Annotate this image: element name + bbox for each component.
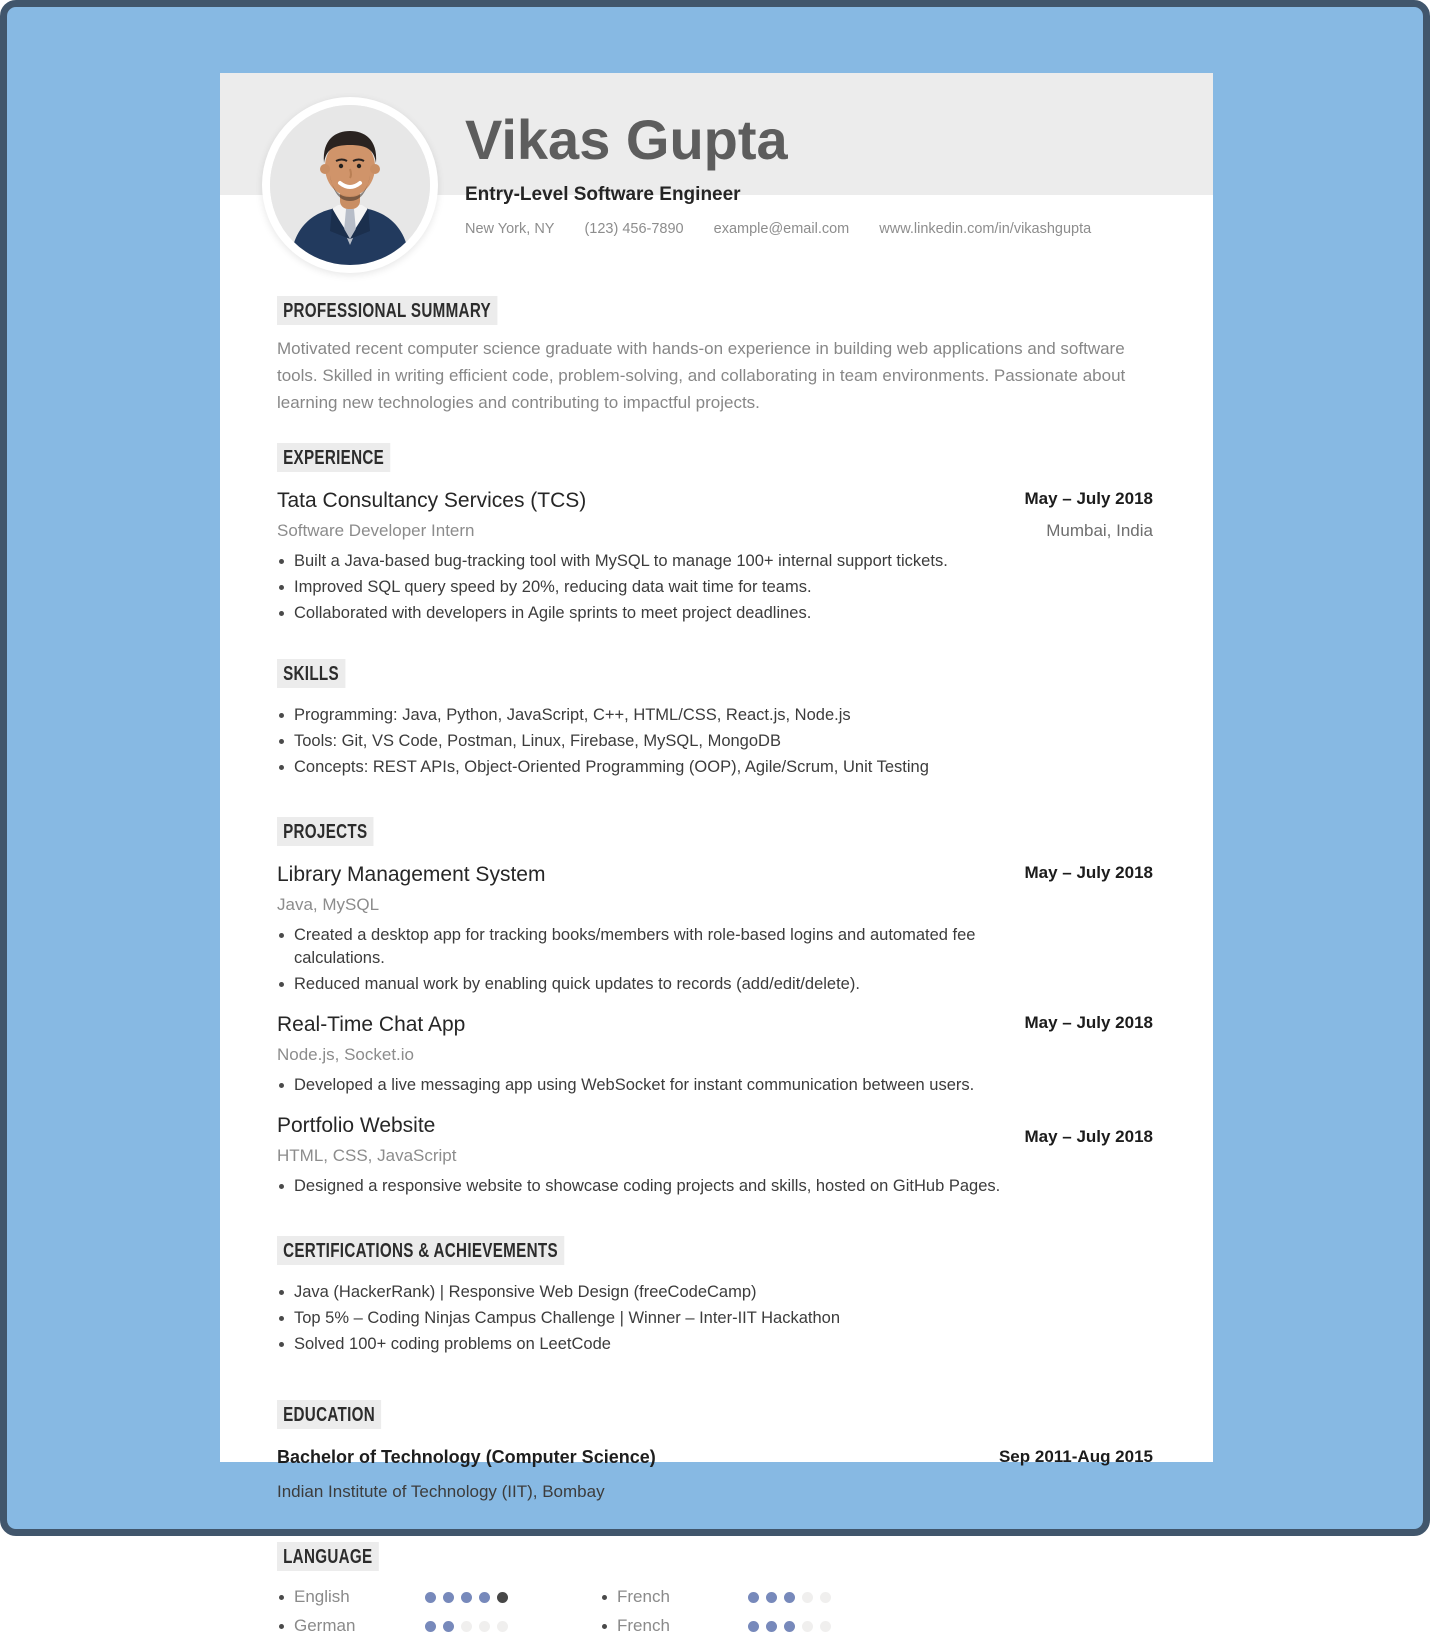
section-education: [277, 1400, 1153, 1502]
experience-entry: [277, 489, 1153, 625]
language-grid: [277, 1587, 1153, 1636]
role-title: Software Developer Intern: [277, 521, 475, 540]
language-item: [600, 1587, 1153, 1607]
job-title: Entry-Level Software Engineer: [465, 183, 741, 205]
location: Mumbai, India: [1046, 521, 1153, 540]
bullet-item: Solved 100+ coding problems on LeetCode: [277, 1333, 1039, 1356]
contact-phone: (123) 456-7890: [584, 220, 684, 237]
section-heading-experience: EXPERIENCE: [277, 443, 390, 472]
language-level-dots: [748, 1621, 1153, 1632]
section-heading-education: EDUCATION: [277, 1400, 381, 1429]
bullet-item: Developed a live messaging app using WebSocket for instant communication between users.: [277, 1074, 1039, 1097]
bullet-item: Designed a responsive website to showcase coding projects and skills, hosted on GitHub Pages.: [277, 1175, 1039, 1198]
bullet-item: Reduced manual work by enabling quick updates to records (add/edit/delete).: [277, 973, 1039, 996]
language-name: German: [277, 1616, 425, 1636]
level-dot: [425, 1621, 436, 1632]
bullet-item: Improved SQL query speed by 20%, reducing data wait time for teams.: [277, 576, 1039, 599]
section-certifications: [277, 1236, 1153, 1356]
date-range: May – July 2018: [1024, 1127, 1153, 1146]
bullet-item: Collaborated with developers in Agile sprints to meet project deadlines.: [277, 602, 1039, 625]
section-skills: [277, 659, 1153, 779]
project-stack: Java, MySQL: [277, 895, 380, 914]
profile-photo-illustration: [270, 105, 430, 265]
degree-title: Bachelor of Technology (Computer Science): [277, 1447, 656, 1467]
project-name: Portfolio Website: [277, 1114, 436, 1137]
bullet-item: Created a desktop app for tracking books/members with role-based logins and automated fee calculations.: [277, 924, 1039, 970]
level-dot: [766, 1592, 777, 1603]
language-item: [600, 1616, 1153, 1636]
language-item: [277, 1616, 600, 1636]
date-range: May – July 2018: [1024, 489, 1153, 508]
level-dot: [479, 1592, 490, 1603]
level-dot: [748, 1621, 759, 1632]
bullet-item: Programming: Java, Python, JavaScript, C++, HTML/CSS, React.js, Node.js: [277, 704, 1039, 727]
language-name: French: [600, 1616, 748, 1636]
skills-list: [277, 704, 1039, 779]
level-dot: [443, 1621, 454, 1632]
level-dot: [766, 1621, 777, 1632]
level-dot: [497, 1592, 508, 1603]
project-bullets: [277, 924, 1039, 996]
language-level-dots: [748, 1592, 1153, 1603]
section-heading-certifications: CERTIFICATIONS & ACHIEVEMENTS: [277, 1236, 564, 1265]
resume-page: [220, 73, 1213, 1635]
school-name: Indian Institute of Technology (IIT), Bombay: [277, 1482, 605, 1501]
language-name: French: [600, 1587, 748, 1607]
level-dot: [802, 1592, 813, 1603]
bullet-item: Concepts: REST APIs, Object-Oriented Programming (OOP), Agile/Scrum, Unit Testing: [277, 756, 1039, 779]
level-dot: [802, 1621, 813, 1632]
resume-body: [277, 296, 1153, 1636]
project-name: Real-Time Chat App: [277, 1013, 466, 1036]
language-name: English: [277, 1587, 425, 1607]
contact-row: [465, 221, 1153, 237]
summary-text: Motivated recent computer science graduate with hands-on experience in building web applications and software tools. Skilled in writing efficient code, problem-solving, and collaborating in team environments. Passionate about learning new technologies and contributing to impactful projects.: [277, 339, 1126, 412]
section-language: [277, 1542, 1153, 1636]
bullet-item: Top 5% – Coding Ninjas Campus Challenge | Winner – Inter-IIT Hackathon: [277, 1307, 1039, 1330]
level-dot: [479, 1621, 490, 1632]
project-stack: HTML, CSS, JavaScript: [277, 1146, 457, 1165]
section-heading-projects: PROJECTS: [277, 817, 374, 846]
bullet-item: Built a Java-based bug-tracking tool with MySQL to manage 100+ internal support tickets.: [277, 550, 1039, 573]
profile-photo: [262, 97, 438, 273]
date-range: May – July 2018: [1024, 863, 1153, 882]
section-projects: [277, 817, 1153, 1198]
company-name: Tata Consultancy Services (TCS): [277, 489, 587, 512]
candidate-name: Vikas Gupta: [465, 108, 788, 171]
section-heading-language: LANGUAGE: [277, 1542, 379, 1571]
level-dot: [784, 1621, 795, 1632]
level-dot: [497, 1621, 508, 1632]
level-dot: [784, 1592, 795, 1603]
section-summary: [277, 296, 1153, 416]
level-dot: [820, 1621, 831, 1632]
project-name: Library Management System: [277, 863, 546, 886]
bullet-item: Java (HackerRank) | Responsive Web Design (freeCodeCamp): [277, 1281, 1039, 1304]
level-dot: [443, 1592, 454, 1603]
level-dot: [461, 1621, 472, 1632]
bullet-item: Tools: Git, VS Code, Postman, Linux, Firebase, MySQL, MongoDB: [277, 730, 1039, 753]
language-item: [277, 1587, 600, 1607]
certifications-list: [277, 1281, 1039, 1356]
project-bullets: [277, 1175, 1039, 1198]
section-heading-summary: PROFESSIONAL SUMMARY: [277, 296, 497, 325]
section-heading-skills: SKILLS: [277, 659, 345, 688]
experience-bullets: [277, 550, 1039, 625]
project-entry: [277, 1114, 1153, 1198]
level-dot: [425, 1592, 436, 1603]
project-bullets: [277, 1074, 1039, 1097]
header-text-block: [465, 109, 1153, 237]
level-dot: [820, 1592, 831, 1603]
language-level-dots: [425, 1621, 600, 1632]
level-dot: [748, 1592, 759, 1603]
date-range: May – July 2018: [1024, 1013, 1153, 1032]
project-stack: Node.js, Socket.io: [277, 1045, 415, 1064]
contact-linkedin: www.linkedin.com/in/vikashgupta: [879, 220, 1092, 237]
project-entry: [277, 1013, 1153, 1097]
section-experience: [277, 443, 1153, 625]
contact-location: New York, NY: [465, 220, 555, 237]
language-level-dots: [425, 1592, 600, 1603]
contact-email: example@email.com: [713, 220, 850, 237]
level-dot: [461, 1592, 472, 1603]
project-entry: [277, 863, 1153, 996]
date-range: Sep 2011-Aug 2015: [998, 1447, 1153, 1466]
